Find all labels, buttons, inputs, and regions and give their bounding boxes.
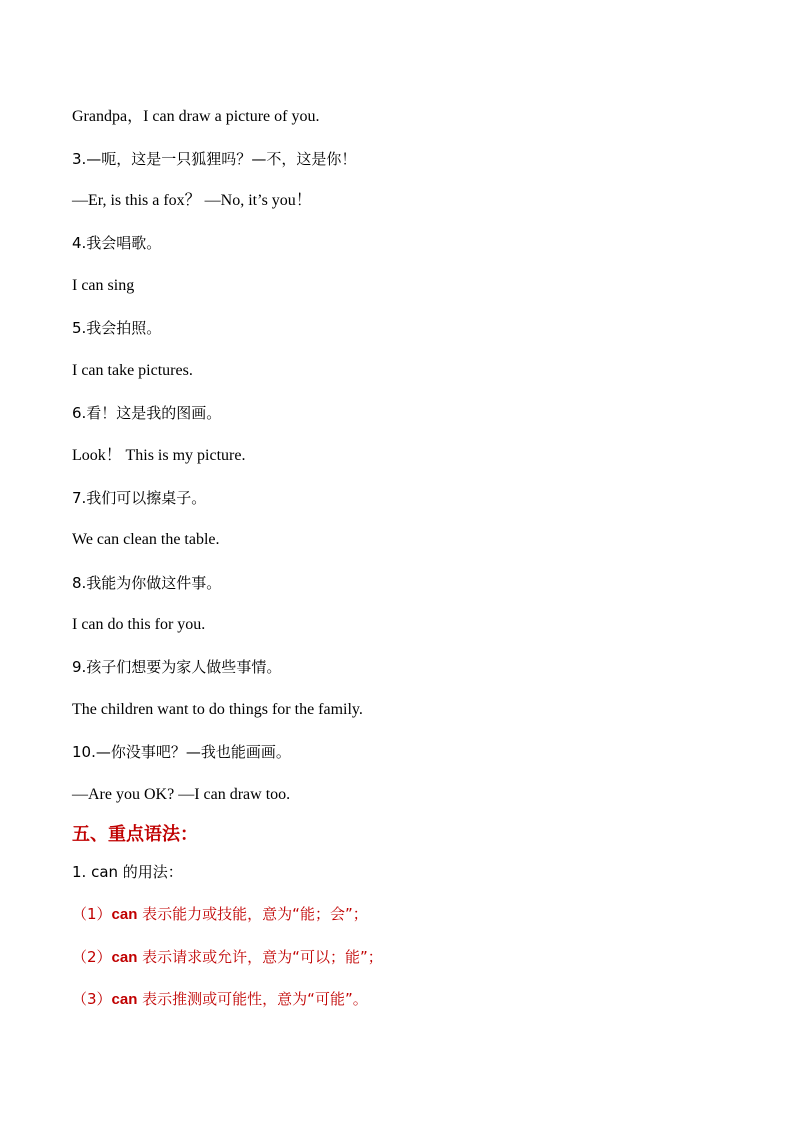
sentence-en: I can sing	[72, 277, 135, 294]
section-heading: 五、重点语法：	[72, 824, 198, 845]
usage-keyword: can	[111, 991, 138, 1008]
usage-number: （2）	[72, 948, 112, 966]
sentence-cn: 3.—呃，这是一只狐狸吗？—不，这是你！	[72, 150, 357, 168]
sentence-en: I can do this for you.	[72, 616, 206, 633]
sentence-en: We can clean the table.	[72, 531, 220, 548]
usage-item	[72, 989, 368, 1010]
sentence-cn: 4.我会唱歌。	[72, 234, 162, 252]
usage-text: 表示能力或技能，意为“能；会”；	[137, 905, 368, 923]
usage-keyword: can	[111, 949, 138, 966]
sentence-en: —Er, is this a fox？ —No, it’s you！	[72, 192, 312, 209]
sentence-en: —Are you OK? —I can draw too.	[72, 786, 291, 803]
sentence-cn: 7.我们可以擦桌子。	[72, 489, 207, 507]
sentence-en: Look！ This is my picture.	[72, 447, 246, 464]
sentence-cn: 9.孩子们想要为家人做些事情。	[72, 658, 282, 676]
sentence-en: Grandpa，I can draw a picture of you.	[72, 108, 320, 125]
usage-number: （1）	[72, 905, 112, 923]
sentence-cn: 8.我能为你做这件事。	[72, 574, 222, 592]
usage-item	[72, 904, 368, 925]
usage-number: （3）	[72, 990, 112, 1008]
usage-text: 表示推测或可能性，意为“可能”。	[137, 990, 368, 1008]
sentence-en: I can take pictures.	[72, 362, 193, 379]
sentence-cn: 5.我会拍照。	[72, 319, 162, 337]
grammar-intro: 1. can 的用法：	[72, 863, 183, 881]
sentence-en: The children want to do things for the family.	[72, 701, 363, 718]
usage-item	[72, 947, 383, 968]
sentence-cn: 10.—你没事吧？—我也能画画。	[72, 743, 291, 761]
usage-keyword: can	[111, 906, 138, 923]
sentence-cn: 6.看！这是我的图画。	[72, 404, 222, 422]
usage-text: 表示请求或允许，意为“可以；能”；	[137, 948, 383, 966]
